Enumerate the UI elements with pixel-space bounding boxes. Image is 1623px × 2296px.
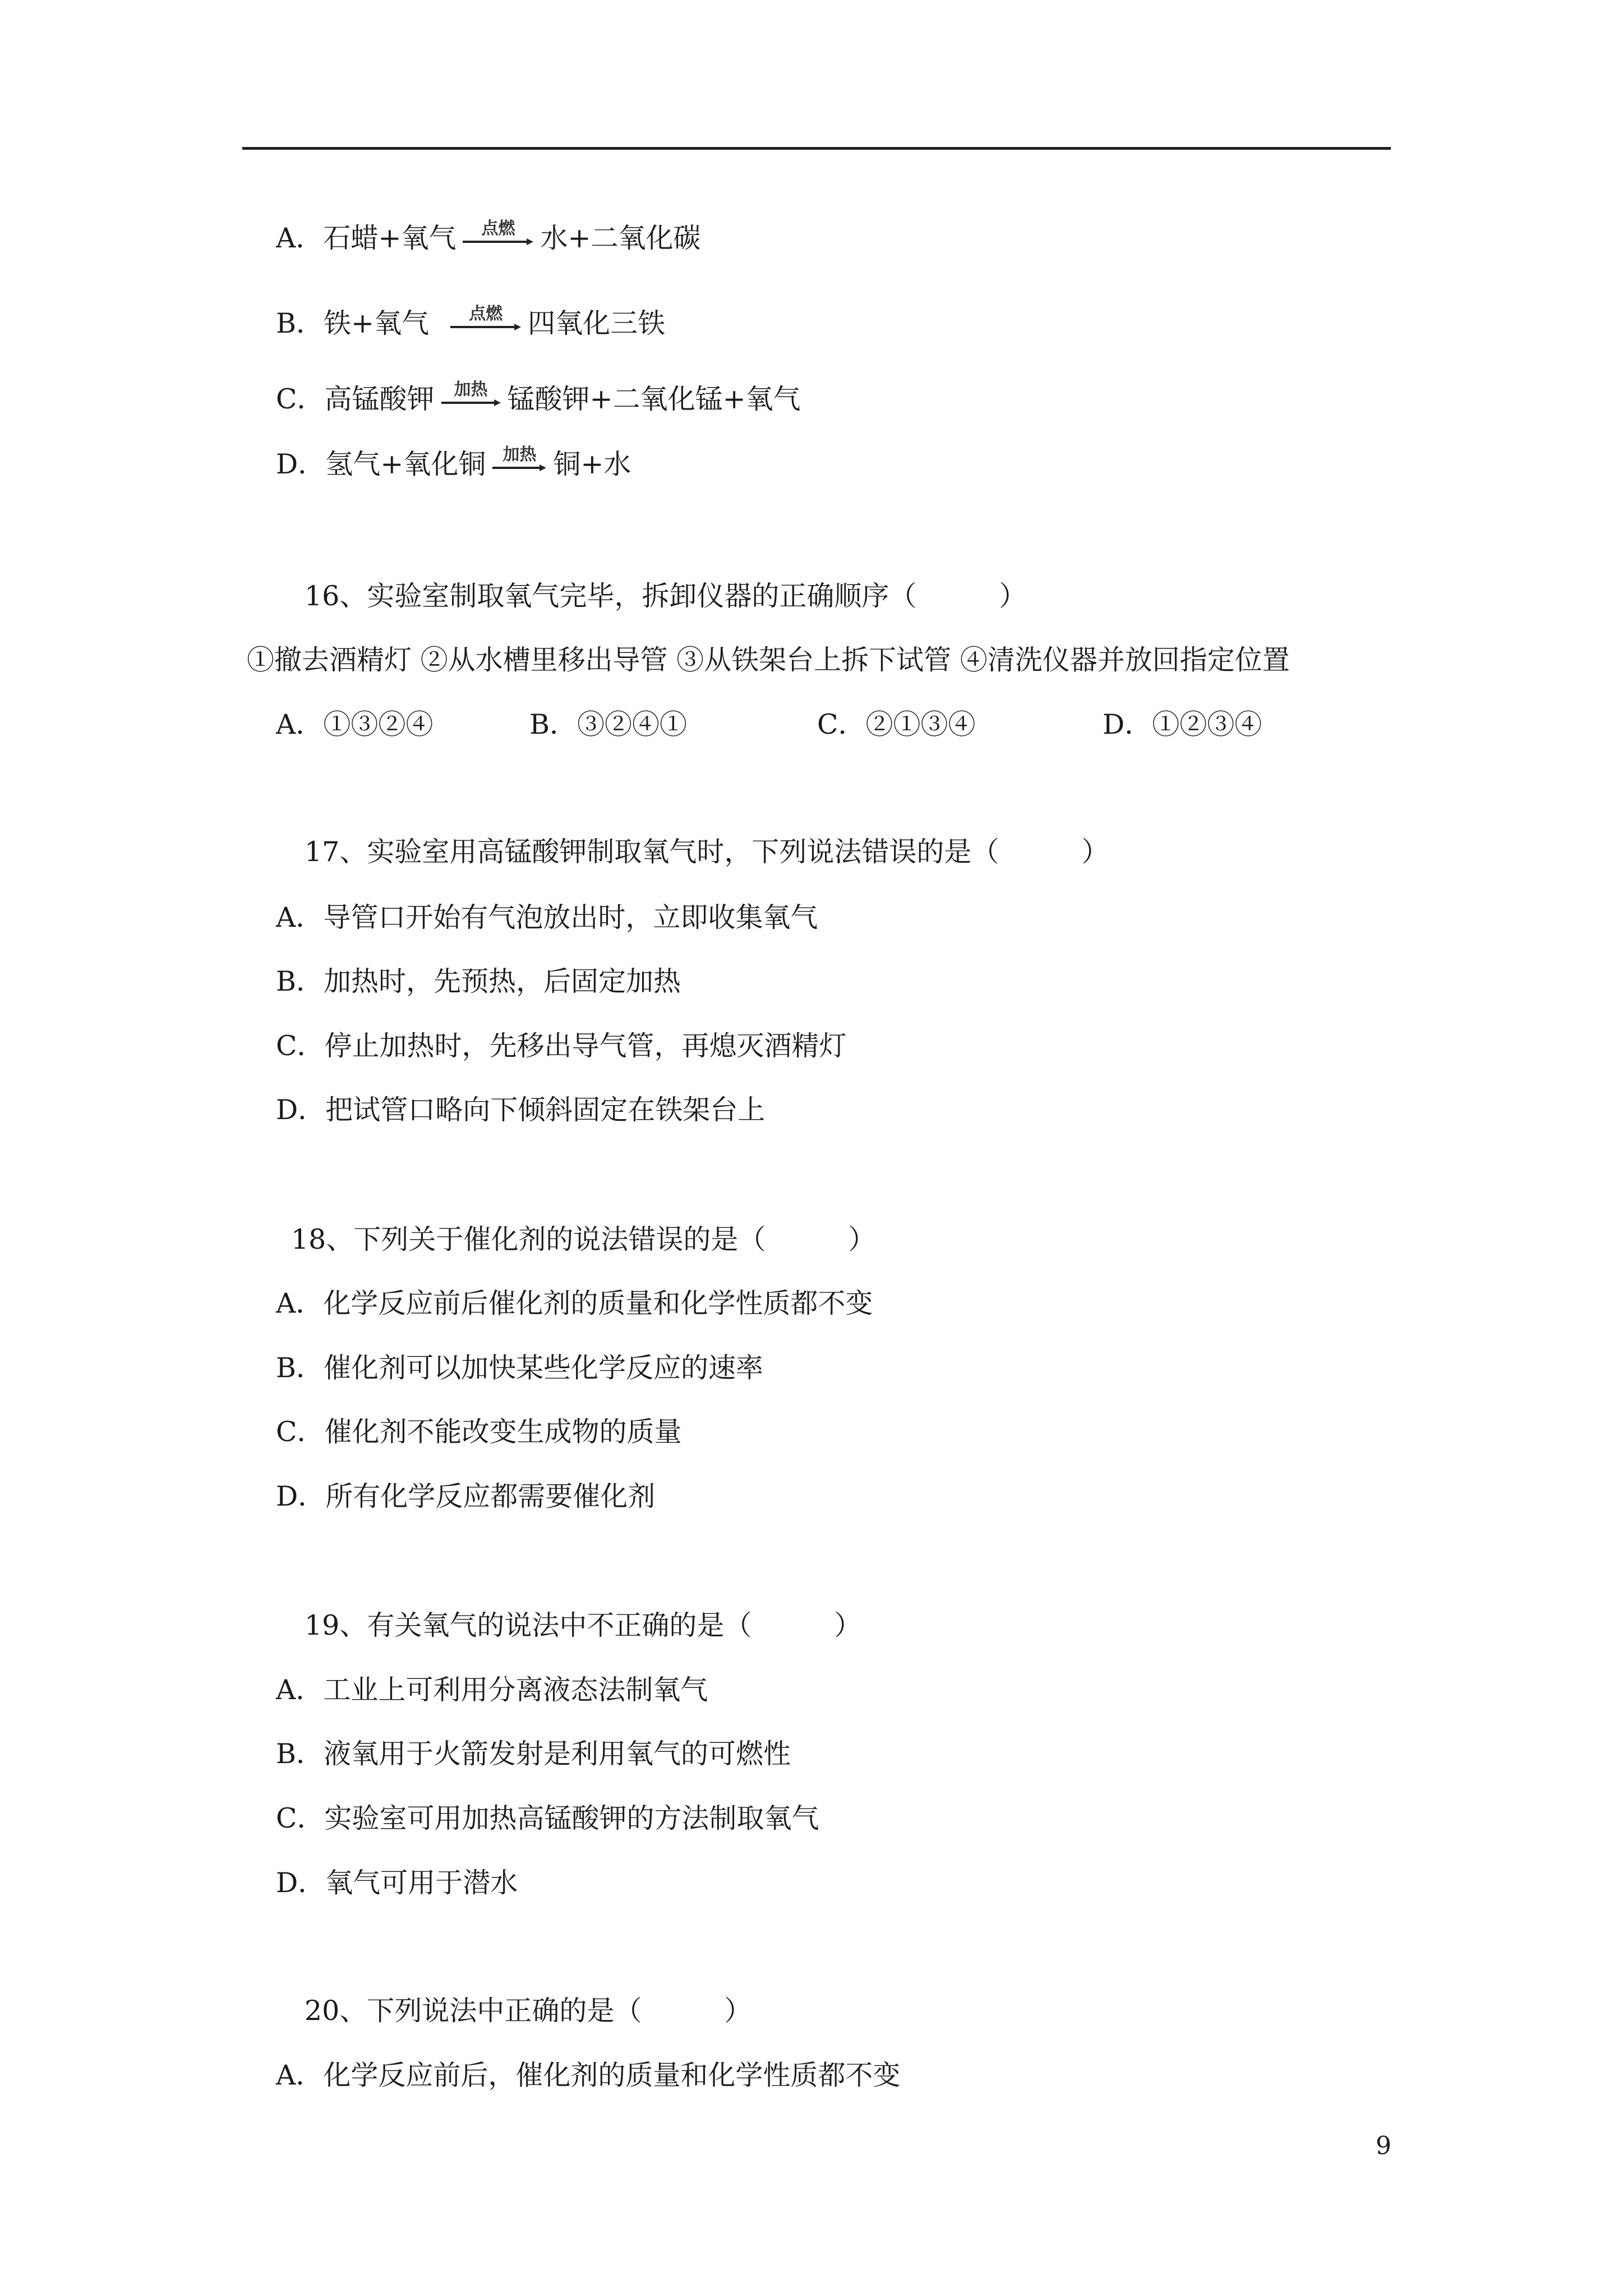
reaction-condition: 加热: [502, 444, 537, 464]
reactants: 石蜡+氧气: [323, 222, 457, 254]
q18-option-b: B．催化剂可以加快某些化学反应的速率: [276, 1352, 764, 1384]
q19-option-c: C．实验室可用加热高锰酸钾的方法制取氧气: [276, 1802, 819, 1834]
q16-choice-b: B．③②④①: [529, 708, 688, 740]
reaction-arrow: [462, 220, 534, 246]
products: 铜+水: [553, 448, 631, 480]
q16-choice-a: A．①③②④: [276, 708, 434, 740]
q15-option-a: [276, 218, 701, 255]
option-letter: A．: [276, 222, 324, 254]
q17-stem: 17、实验室用高锰酸钾制取氧气时，下列说法错误的是（ ）: [305, 836, 1109, 868]
q19-option-d: D．氧气可用于潜水: [276, 1867, 518, 1899]
reactants: 铁+氧气: [324, 307, 430, 339]
q16-choice-d: D．①②③④: [1103, 708, 1262, 740]
reactants: 氢气+氧化铜: [325, 448, 486, 480]
header-rule: [242, 147, 1391, 150]
reaction-condition: 加热: [454, 379, 488, 399]
q20-option-a: A．化学反应前后，催化剂的质量和化学性质都不变: [276, 2059, 901, 2091]
reaction-arrow: [491, 446, 547, 472]
reactants: 高锰酸钾: [324, 383, 435, 415]
q18-option-a: A．化学反应前后催化剂的质量和化学性质都不变: [276, 1287, 873, 1319]
reaction-condition: 点燃: [481, 218, 515, 238]
q15-option-c: [276, 379, 801, 416]
q15-option-d: [276, 444, 631, 481]
reaction-arrow: [449, 305, 522, 331]
q16-steps: ①撤去酒精灯 ②从水槽里移出导管 ③从铁架台上拆下试管 ④清洗仪器并放回指定位置: [247, 644, 1290, 676]
option-letter: B．: [276, 307, 324, 339]
q17-option-b: B．加热时，先预热，后固定加热: [276, 965, 681, 997]
reaction-arrow: [440, 381, 502, 407]
q19-stem: 19、有关氧气的说法中不正确的是（ ）: [305, 1609, 862, 1641]
q17-option-d: D．把试管口略向下倾斜固定在铁架台上: [276, 1094, 766, 1126]
q15-option-b: [276, 303, 666, 341]
q19-option-b: B．液氧用于火箭发射是利用氧气的可燃性: [276, 1738, 791, 1770]
q18-option-c: C．催化剂不能改变生成物的质量: [276, 1416, 682, 1448]
q18-stem: 18、下列关于催化剂的说法错误的是（ ）: [291, 1223, 876, 1255]
q17-option-a: A．导管口开始有气泡放出时，立即收集氧气: [276, 901, 818, 933]
q20-stem: 20、下列说法中正确的是（ ）: [305, 1995, 752, 2027]
option-letter: D．: [276, 448, 326, 480]
q17-option-c: C．停止加热时，先移出导气管，再熄灭酒精灯: [276, 1030, 847, 1062]
products: 水+二氧化碳: [540, 222, 701, 254]
products: 锰酸钾+二氧化锰+氧气: [507, 383, 801, 415]
page-number: 9: [1376, 2132, 1391, 2160]
q16-choice-c: C．②①③④: [817, 708, 976, 740]
q18-option-d: D．所有化学反应都需要催化剂: [276, 1480, 656, 1512]
option-letter: C．: [276, 383, 325, 415]
q16-stem: 16、实验室制取氧气完毕，拆卸仪器的正确顺序（ ）: [305, 580, 1027, 612]
q19-option-a: A．工业上可利用分离液态法制氧气: [276, 1674, 708, 1706]
reaction-condition: 点燃: [469, 303, 503, 324]
products: 四氧化三铁: [528, 307, 666, 339]
